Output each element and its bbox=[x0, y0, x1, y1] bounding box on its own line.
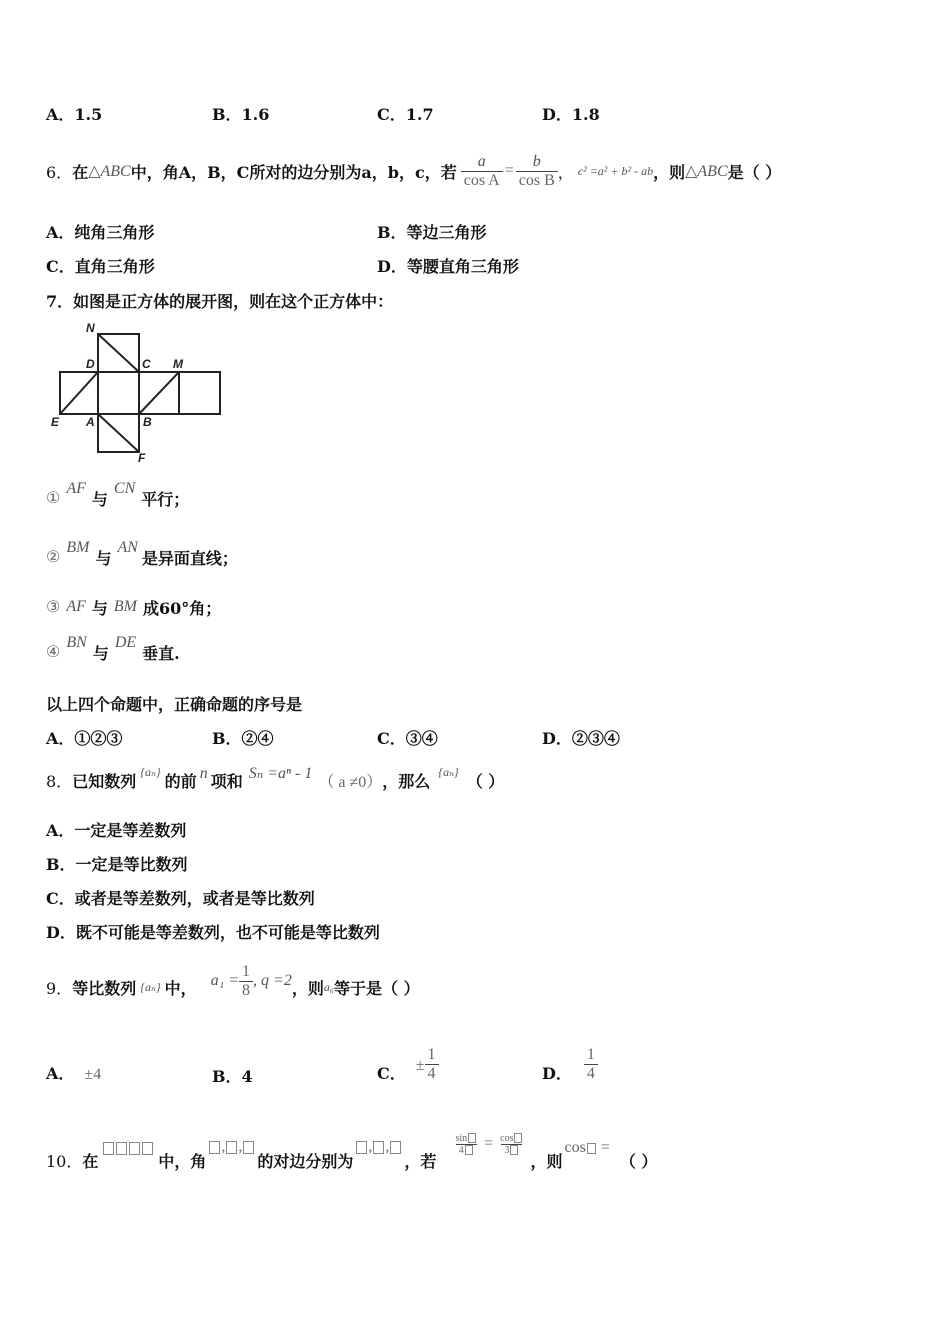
q8-sum-formula: Sₙ =aⁿ - 1 bbox=[248, 765, 313, 782]
q9-option-d: D． $\frac{1}{4}$ bbox=[542, 1040, 598, 1104]
q8-option-d: D．既不可能是等差数列，也不可能是等比数列 bbox=[46, 923, 380, 942]
net-square-da bbox=[98, 372, 139, 414]
q9-number: 9． bbox=[46, 978, 73, 998]
q5-option-b: B．1.6 bbox=[212, 105, 270, 124]
q8-option-c: C．或者是等差数列，或者是等比数列 bbox=[46, 889, 315, 908]
q9-fraction: $\frac{1}{8}$ bbox=[239, 963, 253, 1000]
q7-statement-2: ② BM 与 AN 是异面直线； bbox=[46, 539, 238, 568]
q7-option-c: C．③④ bbox=[377, 729, 438, 748]
q10-cos: cos = bbox=[564, 1139, 610, 1156]
q6-fraction-a: $\frac{a}{\text{cos A}}$ bbox=[461, 153, 503, 190]
q6-option-c: C．直角三角形 bbox=[46, 257, 155, 276]
q6-triangle-2: △ABC bbox=[685, 163, 728, 180]
missing-glyphs-triangle bbox=[102, 1138, 154, 1157]
q9-option-b: B．4 bbox=[212, 1067, 253, 1086]
q7-option-b: B．②④ bbox=[212, 729, 274, 748]
diagonal-af bbox=[98, 414, 139, 452]
q7-statement-1: ① AF 与 CN 平行； bbox=[46, 480, 190, 509]
diagonal-nc bbox=[98, 334, 139, 372]
q5-option-d: D．1.8 bbox=[542, 105, 600, 124]
q9-option-a: A． ±4 bbox=[46, 1063, 102, 1083]
q7-stem: 7．如图是正方体的展开图，则在这个正方体中： bbox=[46, 292, 394, 311]
q8-number: 8． bbox=[46, 771, 73, 791]
q9-option-c: C． ± $\frac{1}{4}$ bbox=[377, 1040, 439, 1104]
q6-option-d: D．等腰直角三角形 bbox=[377, 257, 519, 276]
q5-option-c: C．1.7 bbox=[377, 105, 434, 124]
q6-condition: c² =a² + b² - ab bbox=[577, 163, 654, 178]
net-square-right bbox=[179, 372, 220, 414]
q7-conclusion: 以上四个命题中，正确命题的序号是 bbox=[46, 695, 303, 714]
q8-sequence: {aₙ} bbox=[140, 764, 161, 779]
label-f: F bbox=[138, 451, 146, 464]
q8-option-b: B．一定是等比数列 bbox=[46, 855, 188, 874]
q5-option-a: A．1.5 bbox=[46, 105, 103, 124]
q6-option-b: B．等边三角形 bbox=[377, 223, 487, 242]
q6-then: ，则 bbox=[653, 162, 686, 182]
q6-suffix: 是（ ） bbox=[727, 162, 782, 182]
label-b: B bbox=[143, 415, 152, 429]
q9-stem: 9． 等比数列 {aₙ} 中， a₁ = $\frac{1}{8}$ , q =2 ，则 a₆ 等于是（ ） bbox=[46, 962, 420, 999]
diagonal-bm bbox=[139, 372, 179, 414]
label-e: E bbox=[51, 415, 60, 429]
label-d: D bbox=[86, 357, 95, 371]
q6-number: 6． bbox=[46, 162, 73, 182]
q6-fraction-b: $\frac{b}{\text{cos B}}$ bbox=[516, 153, 558, 190]
q6-option-a: A．纯角三角形 bbox=[46, 223, 155, 242]
q10-equation: $\frac{\sin}{4}$ = $\frac{\cos}{3}$ bbox=[452, 1133, 526, 1156]
q8-stem: 8． 已知数列 {aₙ} 的前 n 项和 Sₙ =aⁿ - 1 （ a ≠0） ，那么 {aₙ} （ ） bbox=[46, 764, 505, 791]
q7-statement-3: ③ AF 与 BM 成60°角； bbox=[46, 598, 222, 618]
q6-middle: 中，角A，B，C所对的边分别为a，b，c，若 bbox=[130, 162, 457, 182]
cube-net-figure bbox=[46, 322, 228, 464]
diagonal-ed bbox=[60, 372, 98, 414]
label-n: N bbox=[86, 322, 95, 335]
label-c: C bbox=[142, 357, 151, 371]
q6-prefix: 在 bbox=[72, 162, 89, 182]
q7-option-a: A．①②③ bbox=[46, 729, 123, 748]
q7-statement-4: ④ BN 与 DE 垂直. bbox=[46, 634, 180, 663]
label-m: M bbox=[173, 357, 183, 371]
q6-comma: ， bbox=[557, 162, 574, 182]
q10-number: 10． bbox=[46, 1151, 83, 1171]
missing-glyphs-angles: , , bbox=[208, 1138, 255, 1156]
missing-glyphs-sides: , , bbox=[355, 1138, 402, 1156]
q8-option-a: A．一定是等差数列 bbox=[46, 821, 187, 840]
q10-stem: 10． 在 中，角 , , 的对边分别为 , , ，若 $\frac{\sin}{4}$ = $\frac{\cos}{3}$ ，则 cos = （ ） bbox=[46, 1132, 658, 1171]
q7-option-d: D．②③④ bbox=[542, 729, 620, 748]
q6-triangle: △ABC bbox=[88, 163, 131, 180]
label-a: A bbox=[86, 415, 95, 429]
q6-equals: = bbox=[504, 162, 514, 179]
q6-stem bbox=[46, 136, 781, 206]
